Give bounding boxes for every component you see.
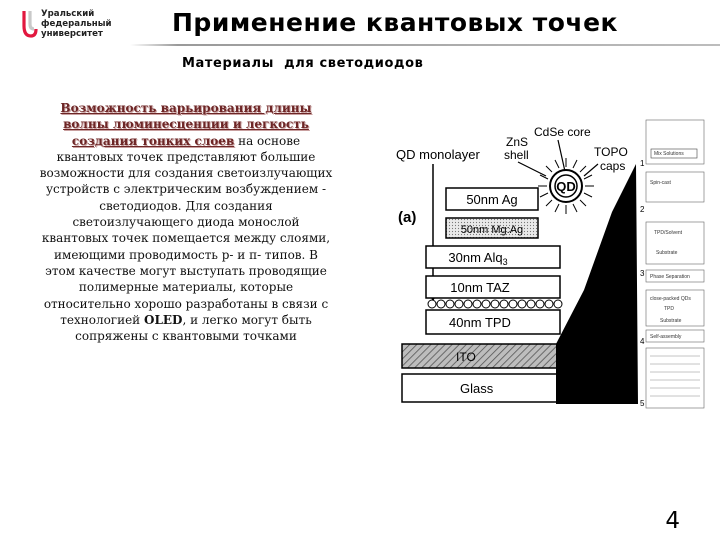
step-label-2: Spin-cast <box>650 180 671 186</box>
university-logo <box>22 9 122 41</box>
label-qd-monolayer: QD monolayer <box>396 147 480 162</box>
qd-monolayer-row <box>428 300 562 308</box>
step-label-8: Substrate <box>660 318 682 324</box>
layer-alq-sub: 3 <box>502 257 508 267</box>
step-number-1: 1 <box>640 159 645 168</box>
step-number-2: 2 <box>640 205 645 214</box>
qd-led-figure <box>388 104 708 416</box>
body-paragraph <box>38 100 334 344</box>
body-text: на основе квантовых точек представляют большие возможности для создания светоизлучающих устройств с электрическим возбуждением - светодиодов. Для создания светоизлучающего диода монослой квантовых точек помещается между слоями, имеющими проводимость р- и п- типов. В этом качестве могут выступать проводящие полимерные материалы, которые относительно хорошо разработаны в связи с технологией <box>39 133 333 327</box>
body-highlight: Возможность варьирования длины волны люминесценции и легкость создания тонких слоев <box>60 101 312 148</box>
step-number-5: 5 <box>640 399 645 408</box>
body-oled: OLED <box>144 312 183 327</box>
label-zns: ZnS <box>506 135 529 149</box>
label-caps: caps <box>600 159 626 173</box>
step-label-1: Mix Solutions <box>654 151 684 157</box>
page-number: 4 <box>665 508 680 534</box>
layer-taz: 10nm TAZ <box>450 280 510 295</box>
step-number-3: 3 <box>640 269 645 278</box>
qd-label: QD <box>556 179 576 194</box>
layer-glass: Glass <box>460 381 494 396</box>
slide-title: Применение квантовых точек <box>172 8 619 37</box>
logo-line-1: Уральский <box>41 9 95 19</box>
layer-ag: 50nm Ag <box>466 192 518 207</box>
layer-alq-wrap <box>448 250 507 267</box>
layer-mgag: 50nm Mg:Ag <box>460 224 524 236</box>
step-number-4: 4 <box>640 337 645 346</box>
step-label-9: Self-assembly <box>650 334 682 340</box>
logo-line-3: университет <box>41 29 103 39</box>
step-label-4: Substrate <box>656 250 678 256</box>
step-label-5: Phase Separation <box>650 274 690 280</box>
label-cdse: CdSe core <box>534 125 591 139</box>
qd-sunburst-icon <box>538 158 594 214</box>
layer-tpd: 40nm TPD <box>449 315 511 330</box>
step-label-7: TPD <box>664 306 674 312</box>
logo-line-2: федеральный <box>41 19 112 29</box>
logo-text <box>41 9 112 39</box>
layer-ito: ITO <box>456 350 476 364</box>
label-a: (a) <box>398 209 417 226</box>
layer-alq: 30nm Alq <box>448 250 503 265</box>
slide-subtitle: Материалы для светодиодов <box>182 56 424 71</box>
step-label-3: TPD/Solvent <box>654 230 683 236</box>
title-divider <box>130 44 720 46</box>
label-shell: shell <box>504 148 529 162</box>
logo-u-icon <box>22 9 38 39</box>
label-topo: TOPO <box>594 145 628 159</box>
process-steps <box>640 120 704 408</box>
step-label-6: close-packed QDs <box>650 296 691 302</box>
body-text-end: , и легко могут быть сопряжены с квантовыми точками <box>75 312 312 344</box>
